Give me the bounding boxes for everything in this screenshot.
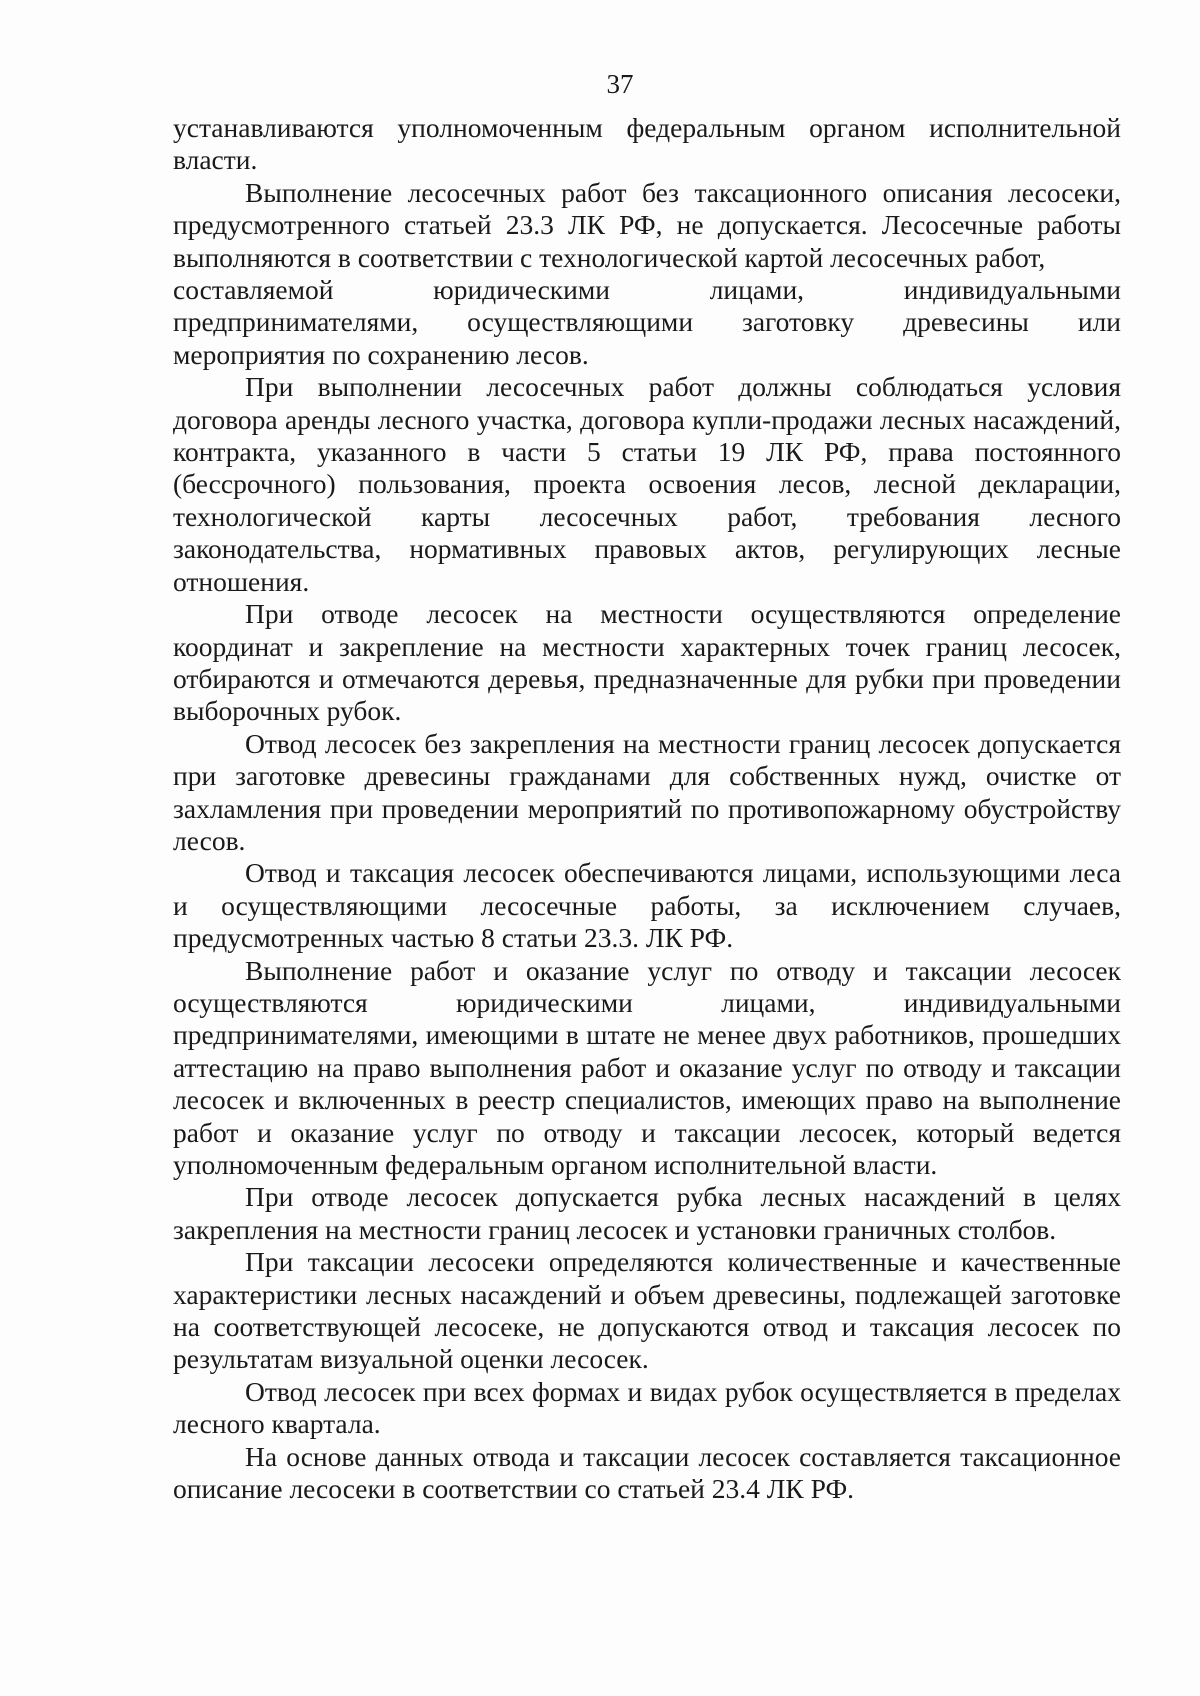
paragraph-text: Выполнение лесосечных работ без таксационного описания лесосеки, предусмотренного статьей 23.3 ЛК РФ, не допускается. Лесосечные работы выполняются в соответствии с технологической картой лесосечных работ, xyxy=(173,176,1121,273)
paragraph-text: осуществляются юридическими лицами, индивидуальными xyxy=(173,986,1121,1018)
document-body xyxy=(173,112,1121,1505)
paragraph-text: Выполнение работ и оказание услуг по отводу и таксации лесосек xyxy=(245,954,1121,986)
paragraph-text: предпринимателями, имеющими в штате не менее двух работников, прошедших аттестацию на право выполнения работ и оказание услуг по отводу и таксации лесосек и включенных в реестр специалистов, имеющих право на выполнение работ и оказание услуг по отводу и таксации лесосек, который ведется уполномоченным федеральным органом исполнительной власти. xyxy=(173,1019,1121,1180)
paragraph-allotment-on-site: При отводе лесосек на местности осуществляются определение координат и закрепление на местности характерных точек границ лесосек, отбираются и отмечаются деревья, предназначенные для рубки при проведении выборочных рубок. xyxy=(173,598,1121,727)
page-number: 37 xyxy=(606,69,634,99)
paragraph-allotment-without-marking: Отвод лесосек без закрепления на местности границ лесосек допускается при заготовке древесины гражданами для собственных нужд, очистке от захламления при проведении мероприятий по противопожарному обустройству лесов. xyxy=(173,727,1121,856)
paragraph-forest-quarter: Отвод лесосек при всех формах и видах рубок осуществляется в пределах лесного квартала. xyxy=(173,1375,1121,1440)
paragraph-text: составляемой юридическими лицами, индивидуальными xyxy=(173,274,1121,306)
paragraph-logging-conditions: При выполнении лесосечных работ должны соблюдаться условия договора аренды лесного участка, договора купли-продажи лесных насаждений, контракта, указанного в части 5 статьи 19 ЛК РФ, права постоянного (бессрочного) пользования, проекта освоения лесов, лесной декларации, технологической карты лесосечных работ, требования лесного законодательства, нормативных правовых актов, регулирующих лесные отношения. xyxy=(173,371,1121,597)
paragraph-text: мероприятия по сохранению лесов. xyxy=(173,338,589,370)
paragraph-continuation: устанавливаются уполномоченным федеральным органом исполнительной власти. xyxy=(173,112,1121,176)
paragraph-taxation: При таксации лесосеки определяются количественные и качественные характеристики лесных насаждений и объем древесины, подлежащей заготовке на соответствующей лесосеке, не допускаются отвод и таксация лесосек по результатам визуальной оценки лесосек. xyxy=(173,1246,1121,1375)
paragraph-text: предпринимателями, осуществляющими заготовку древесины или xyxy=(173,306,1121,338)
paragraph-taxation-description: На основе данных отвода и таксации лесосек составляется таксационное описание лесосеки в соответствии со статьей 23.4 ЛК РФ. xyxy=(173,1440,1121,1505)
paragraph-logging-without-description xyxy=(173,177,1121,371)
paragraph-allotment-responsibility: Отвод и таксация лесосек обеспечиваются лицами, использующими леса и осуществляющими лесосечные работы, за исключением случаев, предусмотренных частью 8 статьи 23.3. ЛК РФ. xyxy=(173,857,1121,954)
paragraph-allotment-services xyxy=(173,955,1121,1182)
paragraph-boundary-clearing: При отводе лесосек допускается рубка лесных насаждений в целях закрепления на местности границ лесосек и установки граничных столбов. xyxy=(173,1181,1121,1245)
